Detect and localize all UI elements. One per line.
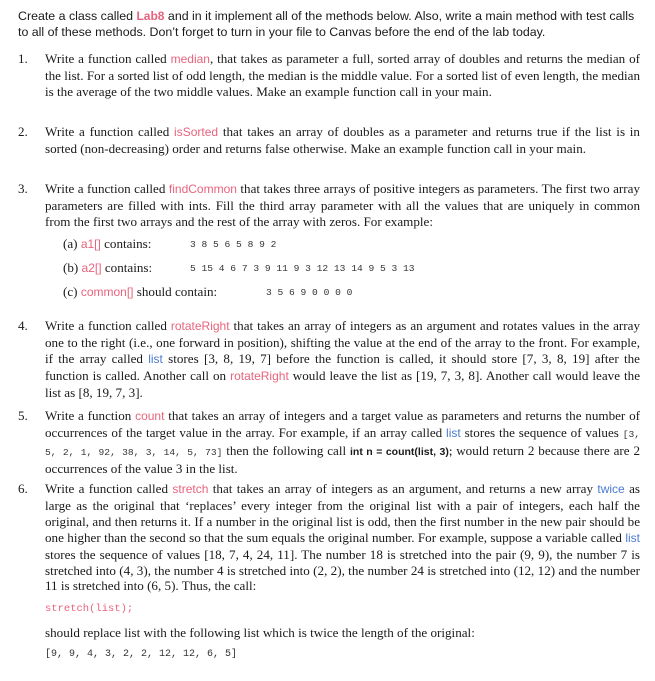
function-name: stretch [172, 482, 209, 496]
stretch-example [0, 602, 655, 662]
findcommon-examples [18, 236, 640, 306]
array-a1: 3 8 5 6 5 8 9 2 [190, 239, 277, 250]
result-array: [9, 9, 4, 3, 2, 2, 12, 12, 6, 5] [45, 649, 238, 660]
task-2 [18, 124, 640, 157]
task-body: Write a function called findCommon that takes three arrays of positive integers as parameters. The first two array parameters are filled with ints. Fill the third array parameter with all the values that are uniquely in common from the first two arrays and the rest of the array with zeros. For example: [45, 181, 640, 229]
function-name: rotateRight [170, 319, 230, 333]
task-number: 1. [18, 51, 28, 66]
example-b: (b) a2[] contains: [63, 260, 153, 275]
result-description: should replace list with the following list which is twice the length of the original: [45, 625, 475, 640]
class-name: Lab8 [136, 9, 165, 23]
task-number: 3. [18, 181, 28, 196]
task-number: 6. [18, 481, 28, 496]
intro-text: Create a class called [18, 9, 137, 23]
task-number: 5. [18, 408, 28, 423]
intro-paragraph [18, 9, 640, 41]
task-body: Write a function count that takes an array of integers and a target value as parameters and returns the number of occurrences of the target value in the array. For example, if an array called list stores the sequence of values [3, 5, 2, 1, 92, 38, 3, 14, 5, 73] then the following call int n = count(list, 3); would return 2 because there are 2 occurrences of the value 3 in the list. [45, 408, 640, 476]
task-body: Write a function called stretch that takes an array of integers as an argument, and returns a new array twice as large as the original that ‘replaces’ every integer from the original list with a pair of integers, each half the original, and then returns it. If a number in the original list is odd, then the first number in the new pair should be one higher than the second so that the sum equals the original number. For example, suppose a variable called list stores the sequence of values [18, 7, 4, 24, 11]. The number 18 is stretched into the pair (9, 9), the number 7 is stretched into (4, 3), the number 4 is stretched into (2, 2), the number 24 is stretched into (12, 12) and the number 11 is stretched into (6, 5). Thus, the call: [45, 481, 640, 594]
example-c: (c) common[] should contain: [63, 284, 218, 299]
array-common: 3 5 6 9 0 0 0 0 [266, 287, 353, 298]
task-body: Write a function called isSorted that takes an array of doubles as a parameter and returns true if the list is in sorted (non-decreasing) order and returns false otherwise. Make an example function call in your main. [45, 124, 640, 156]
task-1 [18, 51, 640, 100]
function-name: count [135, 409, 165, 423]
task-4 [18, 318, 640, 401]
task-5 [18, 408, 640, 477]
task-body: Write a function called rotateRight that takes an array of integers as an argument and rotates values in the array one to the right (i.e., one forward in position), shifting the value at the end of the array to the front. For example, if the array called list stores [3, 8, 19, 7] before the function is called, it should store [7, 3, 8, 19] after the function is called. Another call on rotateRight would leave the list as [19, 7, 3, 8]. Another call would leave the list as [8, 19, 7, 3]. [45, 318, 641, 400]
example-a: (a) a1[] contains: [63, 236, 152, 251]
task-body: Write a function called median, that takes as parameter a full, sorted array of doubles and returns the median of the list. For a sorted list of odd length, the median is the middle value. For a sorted list of even length, the median is the average of the two middle values. Make an example function call in your main. [45, 51, 640, 99]
function-name: median [170, 52, 210, 66]
function-name: isSorted [174, 125, 219, 139]
task-number: 2. [18, 124, 28, 139]
task-6 [18, 481, 640, 594]
intro-text-rest: and in it implement all of the methods below. Also, write a main method with test calls to all of these methods. Don’t forget to turn in your file to Canvas before the end of the lab today. [18, 9, 635, 39]
code-call: stretch(list); [45, 603, 134, 615]
function-name: findCommon [168, 182, 237, 196]
task-number: 4. [18, 318, 28, 333]
example-call: int n = count(list, 3); [349, 445, 453, 458]
array-a2: 5 15 4 6 7 3 9 11 9 3 12 13 14 9 5 3 13 [190, 263, 415, 274]
task-3 [18, 181, 640, 230]
sequence-values: [3, 5, 2, 1, 92, 38, 3, 14, 5, 73] [45, 428, 640, 458]
